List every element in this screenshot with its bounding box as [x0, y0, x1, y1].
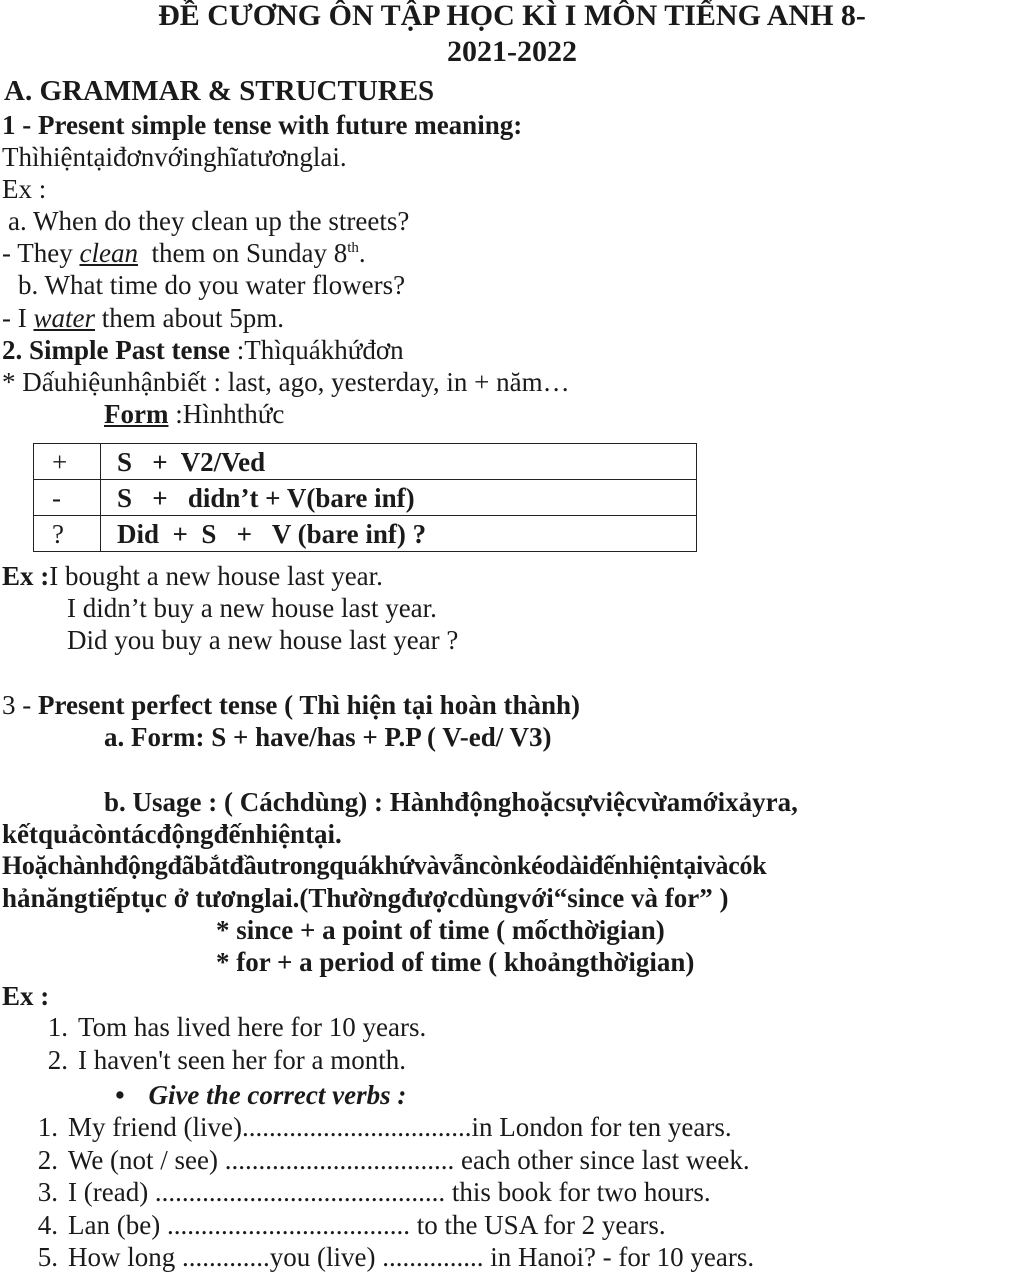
exercise-list	[10, 1111, 754, 1274]
bullet-icon: •	[115, 1080, 125, 1110]
section-a-heading: A. GRAMMAR & STRUCTURES	[4, 75, 435, 107]
list-item: 1. My friend (live)..................................in London for ten years.	[37, 1112, 732, 1142]
page-title: ĐỀ CƯƠNG ÔN TẬP HỌC KÌ I MÔN TIẾNG ANH 8-	[158, 0, 866, 32]
list-item: 3. I (read) ........................................... this book for two hours.	[37, 1177, 711, 1207]
page-title-year: 2021-2022	[447, 35, 577, 68]
table-cell-formula: Did + S + V (bare inf) ?	[101, 516, 697, 552]
s3-examples-list	[20, 1011, 426, 1076]
list-item: 2. We (not / see) .................................. each other since last week.	[37, 1144, 750, 1175]
table-row	[34, 480, 697, 516]
s1-question-b: b. What time do you water flowers?	[18, 270, 406, 300]
s3-heading: 3 - Present perfect tense ( Thì hiện tại hoàn thành)	[2, 690, 580, 720]
s3-usage-1: b. Usage : ( Cáchdùng) : Hànhđộnghoặcsựviệcvừamớixảyra,	[104, 787, 798, 817]
exercise-heading: • Give the correct verbs :	[115, 1080, 407, 1110]
s3-ex-label: Ex :	[2, 981, 50, 1011]
s3-usage-2: kếtquảcòntácđộngđếnhiệntại.	[2, 819, 342, 849]
list-item: 2. I haven't seen her for a month.	[47, 1044, 406, 1075]
s3-for-rule: * for + a period of time ( khoảngthờigian)	[216, 947, 695, 977]
table-cell-sign: ?	[34, 516, 101, 552]
s1-question-a: a. When do they clean up the streets?	[8, 206, 410, 236]
list-item: 5. How long .............you (live) ............... in Hanoi? - for 10 years.	[37, 1242, 755, 1272]
s1-heading: 1 - Present simple tense with future meaning:	[2, 110, 523, 140]
s2-example-2: I didn’t buy a new house last year.	[67, 593, 437, 623]
verb-water: water	[33, 303, 95, 333]
s1-ex-label: Ex :	[2, 174, 47, 204]
table-cell-formula: S + didn’t + V(bare inf)	[101, 480, 697, 516]
s1-translation: Thìhiệntạiđơnvớinghĩatươnglai.	[2, 142, 347, 172]
list-item: 4. Lan (be) .................................... to the USA for 2 years.	[37, 1209, 666, 1240]
form-table	[33, 443, 697, 552]
s2-example-3: Did you buy a new house last year ?	[67, 625, 459, 655]
table-row	[34, 444, 697, 480]
s3-form: a. Form: S + have/has + P.P ( V-ed/ V3)	[104, 722, 552, 752]
s2-example-1: Ex :I bought a new house last year.	[2, 561, 383, 591]
table-cell-formula: S + V2/Ved	[101, 444, 697, 480]
s1-answer-b: - I water them about 5pm.	[2, 303, 284, 333]
s2-heading: 2. Simple Past tense :Thìquákhứđơn	[2, 335, 404, 365]
s1-answer-a: - They clean them on Sunday 8th.	[2, 238, 366, 268]
s3-usage-3: Hoặchànhđộngđãbắtđầutrongquákhứvàvẫncònkéodàiđếnhiệntạivàcók	[2, 851, 767, 880]
list-item: 1. Tom has lived here for 10 years.	[47, 1012, 427, 1042]
verb-clean: clean	[79, 238, 138, 268]
table-cell-sign: +	[34, 444, 101, 480]
table-cell-sign: -	[34, 480, 101, 516]
s2-signs: * Dấuhiệunhậnbiết : last, ago, yesterday, in + năm…	[2, 367, 570, 397]
s3-since-rule: * since + a point of time ( mốcthờigian)	[216, 915, 665, 945]
s2-form-label: Form :Hìnhthức	[104, 399, 285, 429]
s3-usage-4: hảnăngtiếptục ở tươnglai.(Thườngđượcdùngvới“since và for” )	[2, 883, 729, 913]
table-row	[34, 516, 697, 552]
